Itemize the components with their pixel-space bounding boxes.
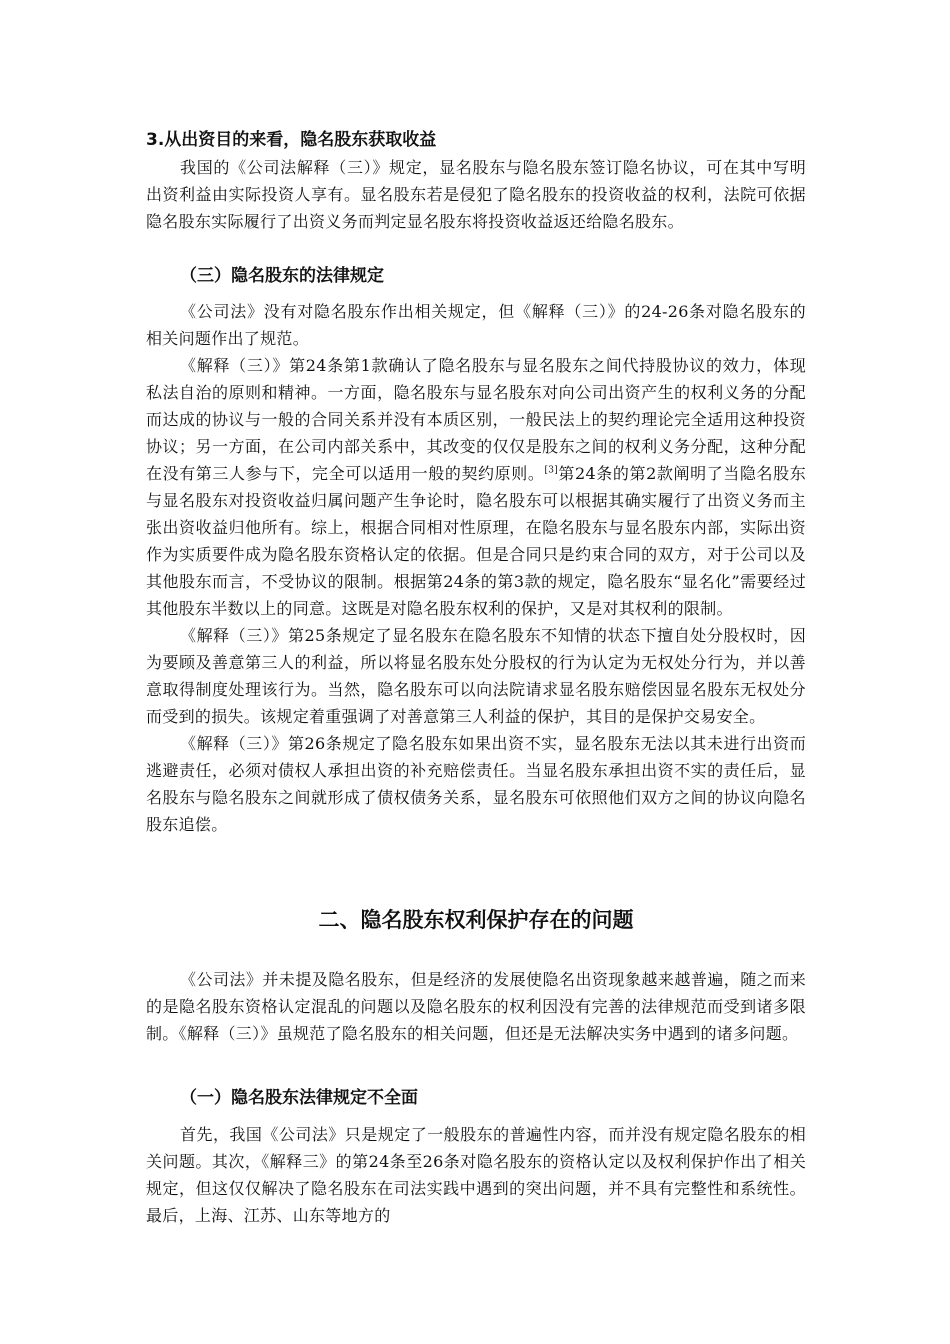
paragraph: 《解释（三）》第25条规定了显名股东在隐名股东不知情的状态下擅自处分股权时，因为要顾及善意第三人的利益，所以将显名股东处分股权的行为认定为无权处分行为，并以善意取得制度处理该行为。当然，隐名股东可以向法院请求显名股东赔偿因显名股东无权处分而受到的损失。该规定着重强调了对善意第三人利益的保护，其目的是保护交易安全。 bbox=[146, 626, 806, 726]
chapter-heading: 二、隐名股东权利保护存在的问题 bbox=[318, 908, 634, 932]
section-3-block bbox=[146, 126, 806, 235]
paragraph-text: 《解释（三）》第24条第1款确认了隐名股东与显名股东之间代持股协议的效力，体现私法自治的原则和精神。一方面，隐名股东与显名股东对向公司出资产生的权利义务的分配而达成的协议与一般的合同关系并没有本质区别，一般民法上的契约理论完全适用这种投资协议；另一方面，在公司内部关系中，其改变的仅仅是股东之间的权利义务分配，这种分配在没有第三人参与下，完全可以适用一般的契约原则。 bbox=[146, 356, 806, 483]
subsection-3-heading-block bbox=[146, 262, 806, 290]
paragraph bbox=[146, 352, 806, 622]
paragraph: 《公司法》没有对隐名股东作出相关规定，但《解释（三）》的24-26条对隐名股东的相关问题作出了规范。 bbox=[146, 302, 806, 348]
subsection-1-heading-block bbox=[146, 1084, 806, 1112]
paragraph: 我国的《公司法解释（三）》规定，显名股东与隐名股东签订隐名协议，可在其中写明出资利益由实际投资人享有。显名股东若是侵犯了隐名股东的投资收益的权利，法院可依据隐名股东实际履行了出资义务而判定显名股东将投资收益返还给隐名股东。 bbox=[146, 158, 806, 231]
paragraph: 首先，我国《公司法》只是规定了一般股东的普遍性内容，而并没有规定隐名股东的相关问题。其次，《解释三》的第24条至26条对隐名股东的资格认定以及权利保护作出了相关规定，但这仅仅解决了隐名股东在司法实践中遇到的突出问题，并不具有完整性和系统性。最后，上海、江苏、山东等地方的 bbox=[146, 1125, 806, 1225]
subsection-1-body bbox=[146, 1121, 806, 1229]
subsection-heading: （三）隐名股东的法律规定 bbox=[180, 266, 384, 286]
paragraph-text: 第24条的第2款阐明了当隐名股东与显名股东对投资收益归属问题产生争论时，隐名股东可以根据其确实履行了出资义务而主张出资收益归他所有。综上，根据合同相对性原理，在隐名股东与显名股东内部，实际出资作为实质要件成为隐名股东资格认定的依据。但是合同只是约束合同的双方，对于公司以及其他股东而言，不受协议的限制。根据第24条的第3款的规定，隐名股东“显名化”需要经过其他股东半数以上的同意。这既是对隐名股东权利的保护，又是对其权利的限制。 bbox=[146, 464, 807, 618]
paragraph: 《公司法》并未提及隐名股东，但是经济的发展使隐名出资现象越来越普遍，随之而来的是隐名股东资格认定混乱的问题以及隐名股东的权利因没有完善的法律规范而受到诸多限制。《解释（三）》虽规范了隐名股东的相关问题，但还是无法解决实务中遇到的诸多问题。 bbox=[146, 970, 806, 1043]
citation-marker: [3] bbox=[544, 465, 559, 476]
section-heading: 3.从出资目的来看，隐名股东获取收益 bbox=[146, 130, 437, 150]
subsection-3-body bbox=[146, 298, 806, 838]
chapter-2-intro bbox=[146, 966, 806, 1047]
subsection-heading: （一）隐名股东法律规定不全面 bbox=[180, 1088, 418, 1108]
paragraph: 《解释（三）》第26条规定了隐名股东如果出资不实，显名股东无法以其未进行出资而逃避责任，必须对债权人承担出资的补充赔偿责任。当显名股东承担出资不实的责任后，显名股东与隐名股东之间就形成了债权债务关系，显名股东可依照他们双方之间的协议向隐名股东追偿。 bbox=[146, 734, 806, 834]
